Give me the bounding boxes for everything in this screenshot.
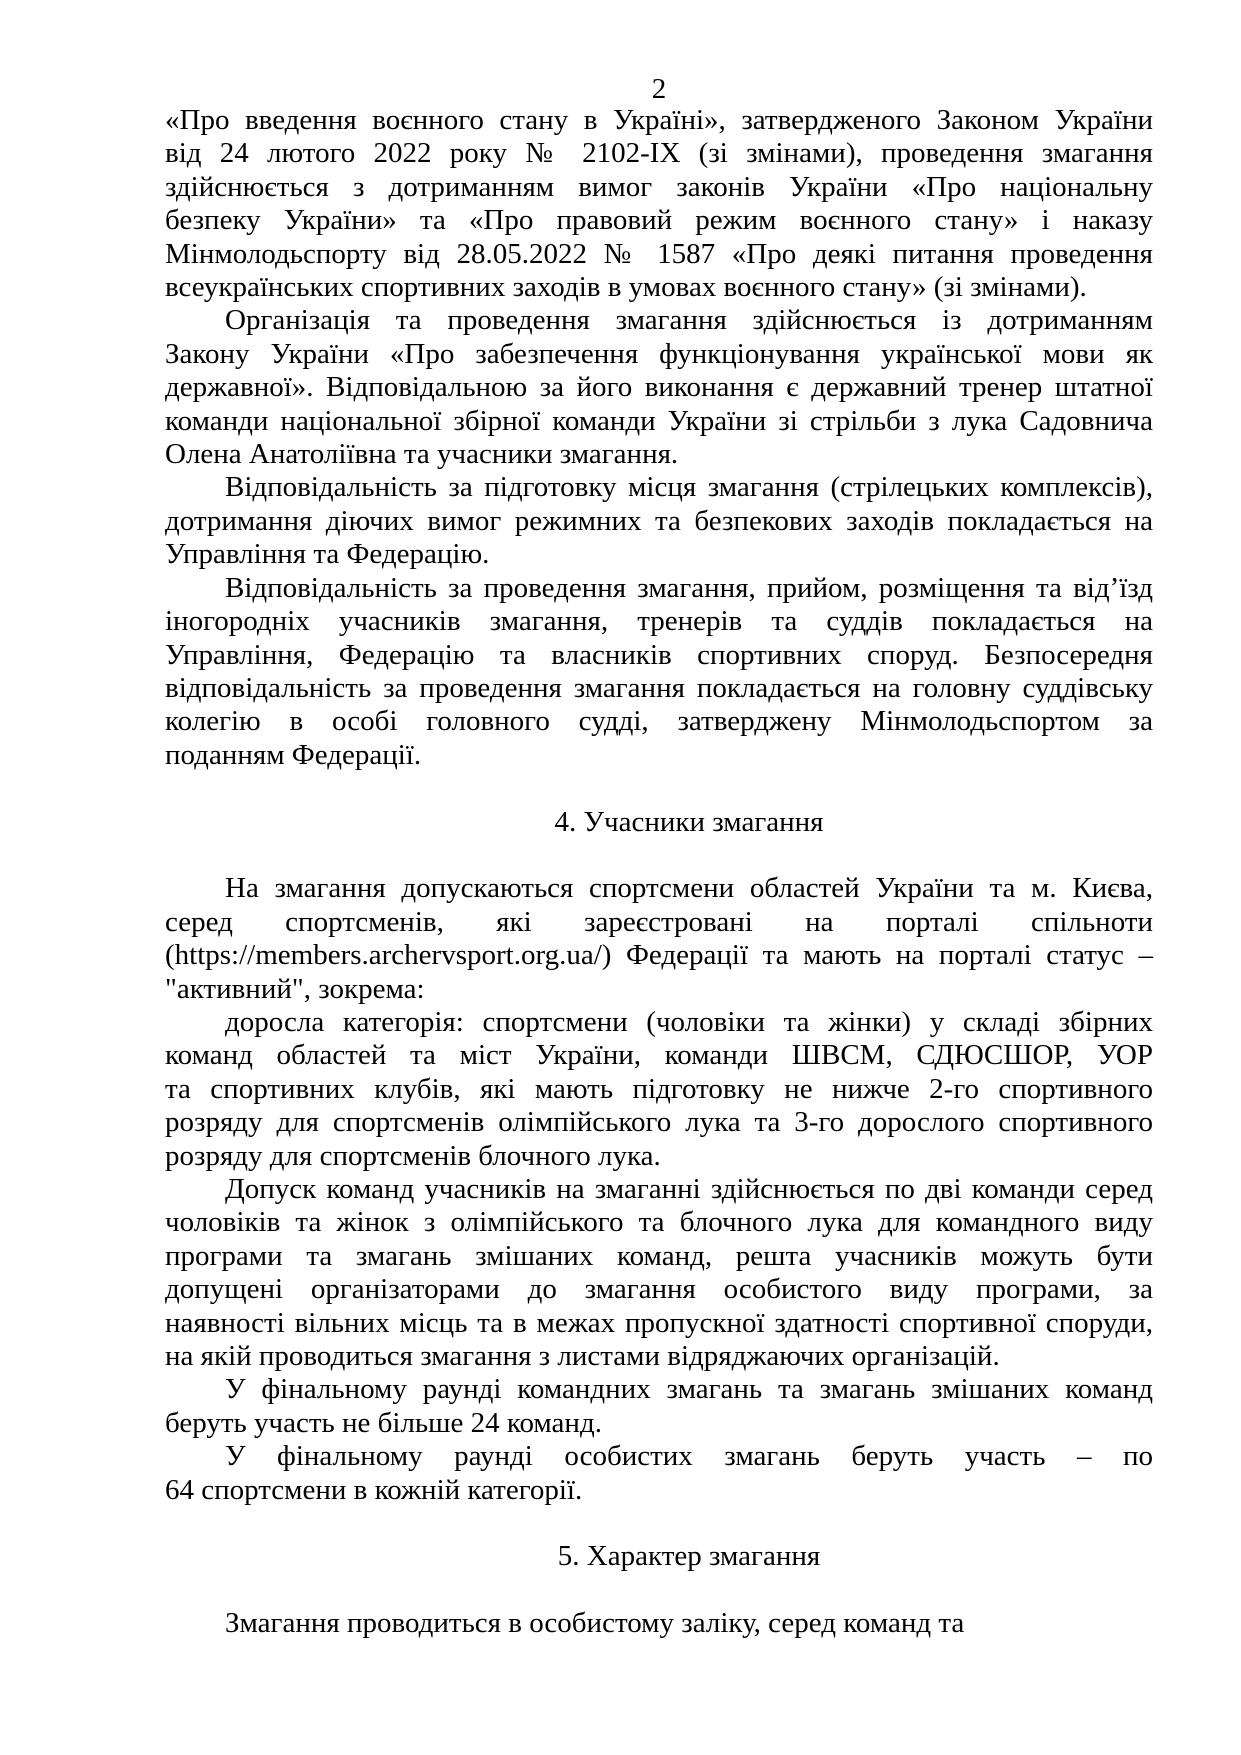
document-body	[165, 104, 1153, 1641]
paragraph	[165, 1006, 1153, 1173]
text-line: Змагання проводиться в особистому заліку, серед команд та	[225, 1607, 965, 1640]
text-line: Відповідальність за підготовку місця змагання (стрілецьких комплексів),	[225, 471, 1153, 504]
text-line: здійснюється з дотриманням вимог законів України «Про національну	[165, 170, 1153, 203]
text-line: та спортивних клубів, які мають підготовку не нижче 2-го спортивного	[165, 1072, 1153, 1105]
text-line: іногородніх учасників змагання, тренерів та суддів покладається на	[165, 605, 1153, 638]
text-line: команди національної збірної команди України зі стрільби з лука Садовнича	[165, 404, 1153, 437]
text-line: на якій проводиться змагання з листами відряджаючих організацій.	[165, 1340, 1000, 1372]
text-line: команд областей та міст України, команди ШВСМ, СДЮСШОР, УОР	[165, 1039, 1153, 1072]
paragraph	[165, 572, 1153, 772]
paragraph	[165, 104, 1153, 304]
text-line: чоловіків та жінок з олімпійського та блочного лука для командного виду	[165, 1206, 1153, 1239]
paragraph	[165, 1173, 1153, 1373]
text-line: програми та змагань змішаних команд, решта учасників можуть бути	[165, 1239, 1153, 1272]
paragraph	[165, 872, 1153, 1006]
text-line: 64 спортсмени в кожній категорії.	[165, 1473, 583, 1506]
text-line: державної». Відповідальною за його виконання є державний тренер штатної	[165, 371, 1153, 404]
text-line: колегію в особі головного судді, затверджену Мінмолодьспортом за	[165, 705, 1153, 738]
text-line: від 24 лютого 2022 року № 2102-IX (зі змінами), проведення змагання	[165, 137, 1153, 170]
paragraph	[165, 304, 1153, 471]
text-line: На змагання допускаються спортсмени областей України та м. Києва,	[225, 872, 1153, 905]
text-line: Допуск команд учасників на змаганні здійснюється по дві команди серед	[225, 1172, 1153, 1205]
text-line: Закону України «Про забезпечення функціонування української мови як	[165, 337, 1153, 370]
text-line: розряду для спортсменів блочного лука.	[165, 1139, 661, 1172]
text-line: У фінальному раунді особистих змагань беруть участь – по	[225, 1440, 1153, 1473]
text-line: всеукраїнських спортивних заходів в умовах воєнного стану» (зі змінами).	[165, 271, 1087, 304]
paragraph	[165, 1373, 1153, 1440]
text-line: Олена Анатоліївна та учасники змагання.	[165, 438, 679, 471]
text-line: Відповідальність за проведення змагання, прийом, розміщення та від’їзд	[225, 571, 1153, 604]
section-heading: 4. Учасники змагання	[554, 805, 824, 838]
paragraph	[165, 1607, 1153, 1640]
text-line: поданням Федерації.	[165, 738, 422, 771]
text-line: У фінальному раунді командних змагань та змагань змішаних команд	[225, 1373, 1153, 1406]
page-number: 2	[651, 73, 667, 105]
text-line: Організація та проведення змагання здійснюється із дотриманням	[225, 304, 1153, 337]
text-line: Управління та Федерацію.	[165, 538, 490, 571]
text-line: Управління, Федерацію та власників спортивних споруд. Безпосередня	[165, 638, 1153, 671]
text-line: серед спортсменів, які зареєстровані на порталі спільноти	[165, 905, 1153, 938]
text-line: "активний", зокрема:	[165, 972, 425, 1005]
paragraph	[165, 1440, 1153, 1507]
text-line: відповідальність за проведення змагання покладається на головну суддівську	[165, 671, 1153, 704]
section-heading: 5. Характер змагання	[557, 1540, 821, 1573]
text-line: дотримання діючих вимог режимних та безпекових заходів покладається на	[165, 504, 1153, 537]
text-line: розряду для спортсменів олімпійського лука та 3-го дорослого спортивного	[165, 1106, 1153, 1139]
text-line: наявності вільних місць та в межах пропускної здатності спортивної споруди,	[165, 1306, 1153, 1339]
text-line: допущені організаторами до змагання особистого виду програми, за	[165, 1273, 1153, 1306]
text-line: безпеку України» та «Про правовий режим воєнного стану» і наказу	[165, 204, 1153, 237]
text-line: доросла категорія: спортсмени (чоловіки та жінки) у складі збірних	[225, 1005, 1153, 1038]
text-line: беруть участь не більше 24 команд.	[165, 1406, 602, 1439]
paragraph	[165, 471, 1153, 571]
text-line: (https://members.archervsport.org.ua/) Федерації та мають на порталі статус –	[165, 939, 1153, 972]
text-line: Мінмолодьспорту від 28.05.2022 № 1587 «Про деякі питання проведення	[165, 237, 1153, 270]
text-line: «Про введення воєнного стану в Україні», затвердженого Законом України	[165, 104, 1153, 136]
